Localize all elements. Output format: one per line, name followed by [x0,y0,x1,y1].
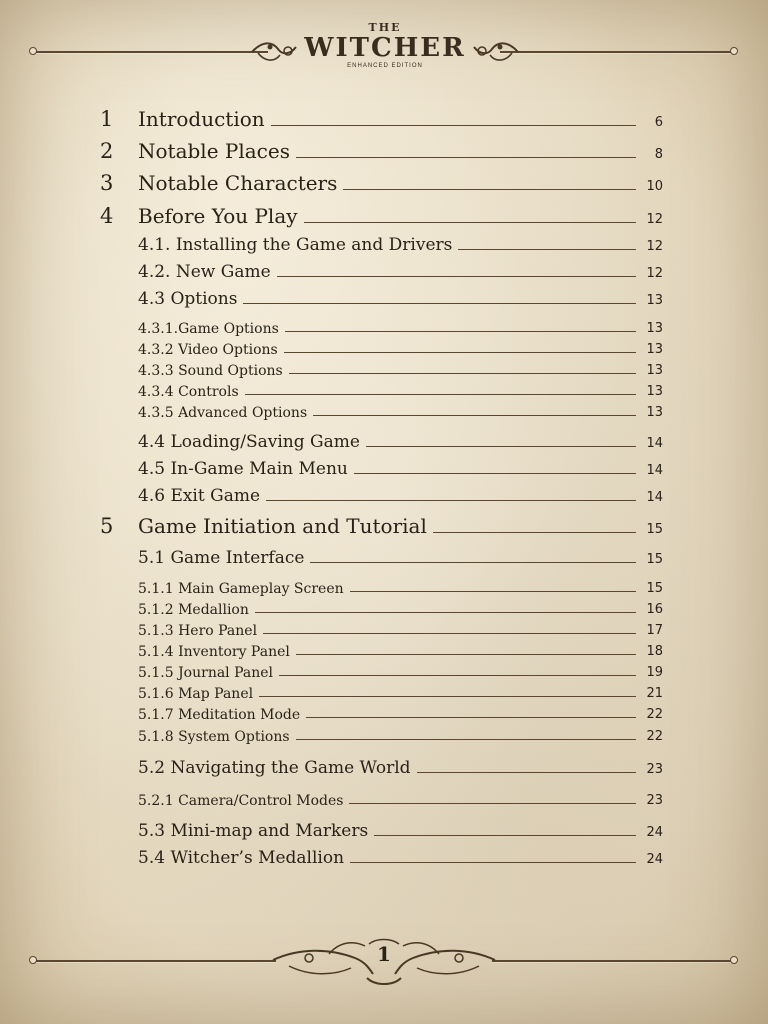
toc-entry-title: 4.3.4 Controls [138,384,239,400]
toc-leader-line [417,772,636,773]
logo-edition: ENHANCED EDITION [347,63,423,69]
toc-leader-line [349,803,636,804]
toc-entry-title: 5.4 Witcher’s Medallion [138,848,345,868]
toc-entry-title: 5.2 Navigating the Game World [138,758,411,778]
toc-entry-page: 15 [646,552,663,567]
toc-entry-page: 12 [646,266,663,281]
toc-entry-title: Before You Play [138,204,298,228]
footer-rule-left-end [29,956,37,964]
toc-entry-title: 4.3.5 Advanced Options [138,405,308,421]
toc-entry[interactable] [0,165,768,195]
toc-entry-title: 4.6 Exit Game [138,486,261,506]
toc-entry-title: 5.1.6 Map Panel [138,686,254,702]
toc-entry-title: 5.1.7 Meditation Mode [138,707,301,723]
toc-leader-line [433,532,636,533]
footer-rule-right [492,960,732,962]
toc-leader-line [458,249,636,250]
toc-leader-line [366,446,636,447]
toc-entry-page: 8 [654,147,663,162]
toc-entry[interactable] [0,279,768,309]
toc-entry-title: 4.3.3 Sound Options [138,363,283,379]
toc-entry-number: 5 [100,514,114,538]
toc-leader-line [266,500,636,501]
toc-entry-page: 19 [646,665,663,680]
toc-entry-title: 4.4 Loading/Saving Game [138,432,360,452]
toc-entry[interactable] [0,391,768,421]
toc-entry-page: 23 [646,793,663,808]
toc-entry-page: 18 [646,644,663,659]
toc-entry-page: 14 [646,436,663,451]
toc-entry-page: 13 [646,321,663,336]
toc-leader-line [296,739,636,740]
toc-entry-title: 5.1.8 System Options [138,729,290,745]
toc-entry[interactable] [0,476,768,506]
toc-entry-page: 13 [646,342,663,357]
toc-entry-page: 16 [646,602,663,617]
toc-entry[interactable] [0,225,768,255]
toc-entry-title: 5.1.3 Hero Panel [138,623,258,639]
toc-entry[interactable] [0,198,768,228]
toc-entry-page: 15 [646,581,663,596]
toc-entry-title: 4.3.1.Game Options [138,321,279,337]
toc-entry[interactable] [0,422,768,452]
toc-entry-title: 5.1.5 Journal Panel [138,665,274,681]
toc-entry[interactable] [0,508,768,538]
toc-entry-number: 4 [100,204,114,228]
toc-entry-title: 4.3 Options [138,289,238,309]
toc-entry-page: 13 [646,363,663,378]
toc-leader-line [243,303,636,304]
toc-leader-line [271,125,636,126]
toc-entry[interactable] [0,252,768,282]
toc-entry[interactable] [0,538,768,568]
toc-entry[interactable] [0,811,768,841]
toc-entry-title: Notable Places [138,139,290,163]
toc-leader-line [310,562,636,563]
toc-entry[interactable] [0,449,768,479]
toc-entry-page: 6 [654,115,663,130]
logo-main: WITCHER [304,33,466,63]
toc-entry-page: 14 [646,490,663,505]
toc-entry-page: 13 [646,405,663,420]
toc-entry-title: 4.2. New Game [138,262,271,282]
toc-entry-title: 4.3.2 Video Options [138,342,278,358]
toc-entry-title: 5.1 Game Interface [138,548,305,568]
toc-entry-title: 5.1.1 Main Gameplay Screen [138,581,344,597]
toc-entry-page: 10 [646,179,663,194]
toc-entry-page: 24 [646,852,663,867]
toc-entry[interactable] [0,715,768,745]
toc-entry-number: 1 [100,107,114,131]
toc-entry-page: 13 [646,384,663,399]
toc-leader-line [313,415,636,416]
toc-entry-page: 22 [646,729,663,744]
toc-entry-page: 23 [646,762,663,777]
logo-the: THE [368,21,402,34]
toc-entry-title: Notable Characters [138,171,338,195]
toc-entry-number: 2 [100,139,114,163]
toc-entry[interactable] [0,838,768,868]
footer-rule-left [36,960,276,962]
toc-entry-page: 24 [646,825,663,840]
toc-leader-line [296,157,636,158]
toc-entry-page: 12 [646,212,663,227]
toc-leader-line [350,862,636,863]
toc-entry[interactable] [0,748,768,778]
toc-entry-title: 4.5 In-Game Main Menu [138,459,348,479]
toc-leader-line [277,276,636,277]
toc-entry-title: 5.1.2 Medallion [138,602,249,618]
toc-entry-page: 21 [646,686,663,701]
toc-entry-title: 5.1.4 Inventory Panel [138,644,290,660]
toc-entry-title: Introduction [138,107,265,131]
toc-entry-title: 4.1. Installing the Game and Drivers [138,235,453,255]
toc-entry[interactable] [0,101,768,131]
toc-entry-title: 5.2.1 Camera/Control Modes [138,793,344,809]
page-number: 1 [377,942,391,966]
toc-leader-line [304,222,636,223]
footer-rule-right-end [730,956,738,964]
toc-entry[interactable] [0,779,768,809]
toc-entry-title: 5.3 Mini-map and Markers [138,821,369,841]
toc-leader-line [374,835,636,836]
toc-entry-page: 17 [646,623,663,638]
toc-entry-page: 15 [646,522,663,537]
toc-leader-line [354,473,636,474]
toc-entry-title: Game Initiation and Tutorial [138,514,427,538]
toc-entry-page: 14 [646,463,663,478]
toc-entry-number: 3 [100,171,114,195]
toc-entry-page: 13 [646,293,663,308]
toc-entry-page: 12 [646,239,663,254]
toc-entry[interactable] [0,133,768,163]
toc-leader-line [343,189,636,190]
toc-entry-page: 22 [646,707,663,722]
